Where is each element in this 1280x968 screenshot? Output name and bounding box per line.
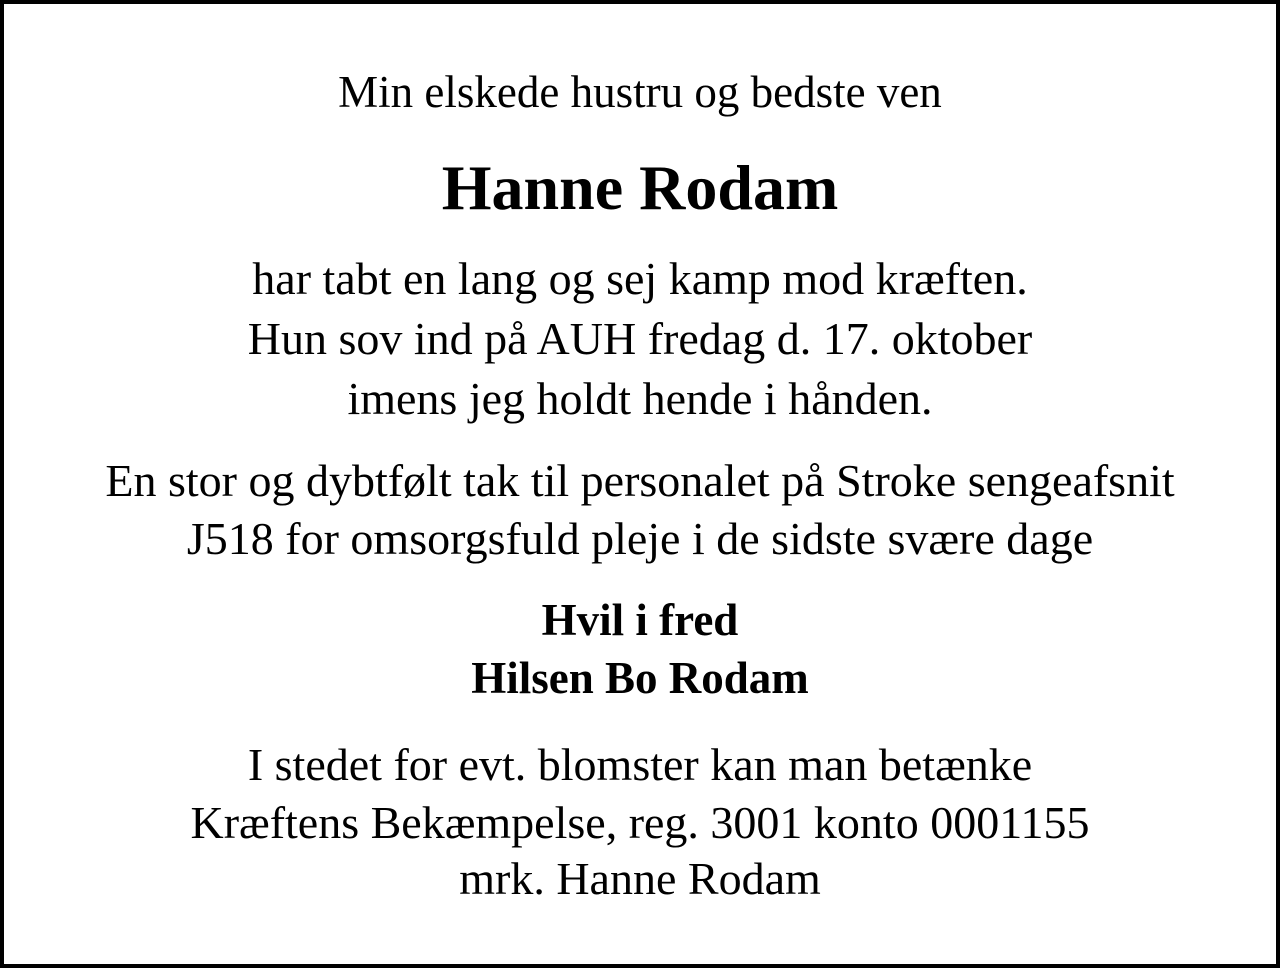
thanks-line: En stor og dybtfølt tak til personalet på Stroke sengeafsnit [105,455,1175,506]
deceased-name: Hanne Rodam [441,152,839,223]
message-line: har tabt en lang og sej kamp mod kræften. [252,253,1028,304]
signature-line: Hilsen Bo Rodam [471,653,809,703]
intro-line: Min elskede hustru og bedste ven [338,67,942,117]
donation-line: I stedet for evt. blomster kan man betænke [247,739,1033,790]
farewell-line: Hvil i fred [541,595,739,645]
message-line: imens jeg holdt hende i hånden. [347,373,933,424]
donation-line: Kræftens Bekæmpelse, reg. 3001 konto 0001155 [190,797,1090,848]
message-line: Hun sov ind på AUH fredag d. 17. oktober [247,313,1033,364]
thanks-line: J518 for omsorgsfuld pleje i de sidste svære dage [186,513,1094,564]
donation-line: mrk. Hanne Rodam [459,853,821,904]
